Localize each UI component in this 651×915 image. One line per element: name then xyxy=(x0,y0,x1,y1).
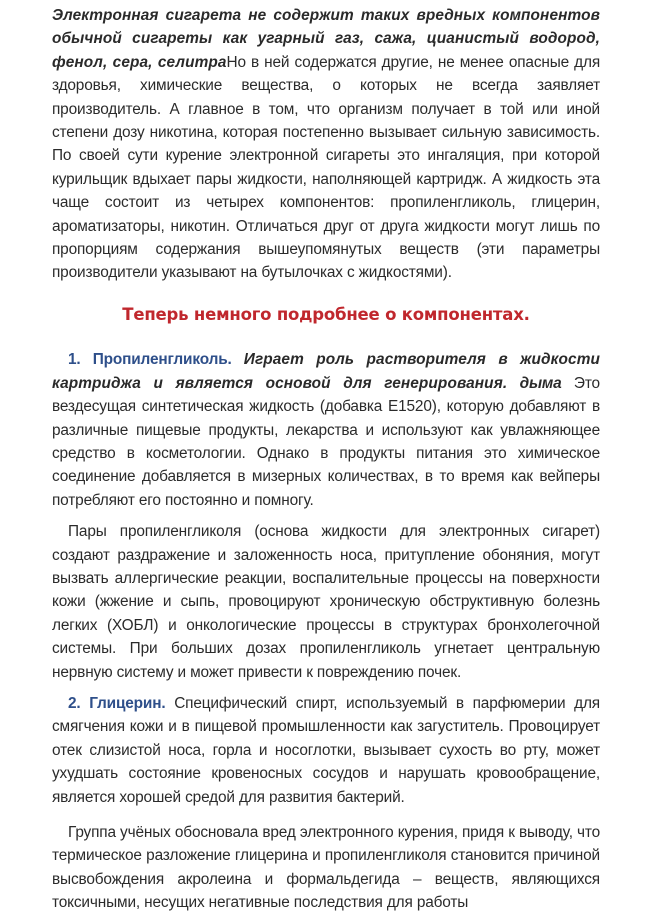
item1-bold-italic: Играет роль растворителя в жидкости картриджа и является основой для генерирования xyxy=(52,351,600,392)
item1-title: Пропиленгликоль. xyxy=(92,351,232,369)
item1-paragraph xyxy=(52,348,600,512)
item1-text: вездесущая синтетическая жидкость (добавка Е1520), которую добавляют в различные пищевые продукты, лекарства и используют как увлажняющее средство в косметологии. Однако в продукты питания это химическое соединение добавляется в мизерных количествах, в то время как вейперы потребляют его постоянно и помногу. xyxy=(52,398,600,509)
intro-paragraph xyxy=(52,4,600,285)
section-heading: Теперь немного подробнее о компонентах. xyxy=(122,304,530,324)
item2-paragraph xyxy=(52,692,600,809)
item1-number: 1. xyxy=(68,351,81,369)
intro-text: Но в ней содержатся другие, не менее опасные для здоровья, химические вещества, о которых не всегда заявляет производитель. А главное в том, что организм получает в той или иной степени дозу никотина, которая постепенно вызывает сильную зависимость. По своей сути курение электронной сигареты это ингаляция, при которой курильщик вдыхает пары жидкости, наполняющей картридж. А жидкость эта чаще состоит из четырех компонентов: пропиленгликоль, глицерин, ароматизаторы, никотин. Отличаться друг от друга жидкости могут лишь по пропорциям содержания вышеупомянутых веществ (эти параметры производители указывают на бутылочках с жидкостями). xyxy=(52,53,600,282)
item2-title: Глицерин. xyxy=(89,694,166,712)
item2-text: Специфический спирт, используемый в парфюмерии для смягчения кожи и в пищевой промышленности как загуститель. Провоцирует отек слизистой носа, горла и носоглотки, вызывает сухость во рту, может ухудшать состояние кровеносных сосудов и нарушать кровообращение, является хорошей средой для развития бактерий. xyxy=(52,694,600,806)
conclusion-paragraph: Группа учёных обосновала вред электронного курения, придя к выводу, что термическое разложение глицерина и пропиленгликоля становится причиной высвобождения акролеина и формальдегида – веществ, являющихся токсичными, несущих негативные последствия для работы xyxy=(52,824,600,912)
document-page xyxy=(52,4,600,915)
item1-paragraph-2: Пары пропиленгликоля (основа жидкости для электронных сигарет) создают раздражение и заложенность носа, притупление обоняния, могут вызвать аллергические реакции, воспалительные процессы на поверхности кожи (жжение и сыпь, провоцируют хроническую обструктивную болезнь легких (ХОБЛ) и онкологические процессы в структурах бронхолегочной системы. При больших дозах пропиленгликоль угнетает центральную нервную систему и может привести к повреждению почек. xyxy=(52,523,600,681)
intro-bold-italic: Электронная сигарета не содержит таких вредных компонентов обычной сигареты как угарный газ, сажа, цианистый водород, фенол, сера, селитра xyxy=(52,7,600,71)
item1-overlap-under: дыма xyxy=(519,374,562,392)
item1-overlap-over: Это xyxy=(573,374,600,392)
item2-number: 2. xyxy=(68,694,81,712)
item1-overlap-text xyxy=(520,375,600,392)
item1-period: . xyxy=(502,374,508,392)
